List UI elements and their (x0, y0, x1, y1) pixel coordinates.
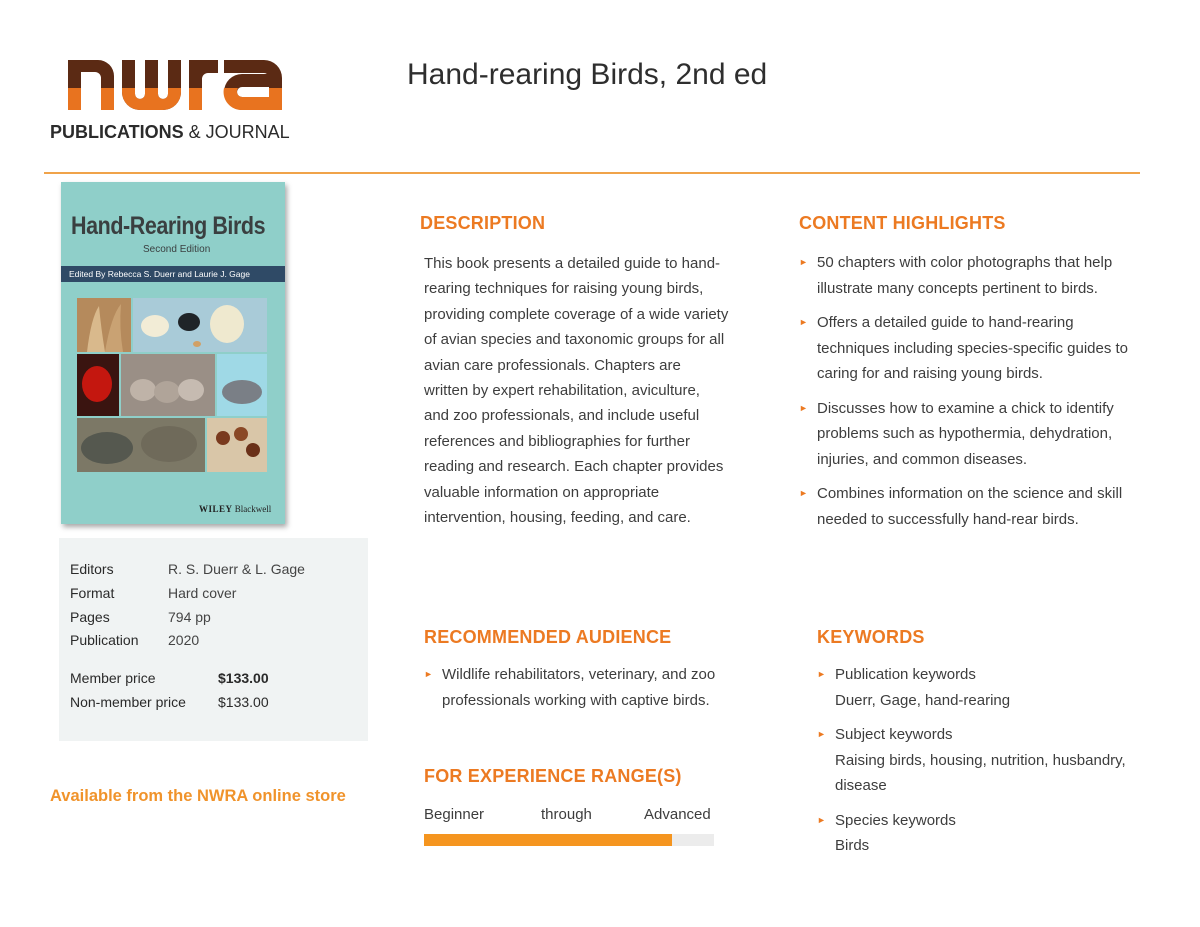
nwra-logo (68, 54, 282, 110)
audience-text: Wildlife rehabilitators, veterinary, and zoo professionals working with captive birds. (442, 666, 716, 709)
experience-start-label: Beginner (424, 806, 485, 823)
nonmember-price-label: Non-member price (70, 694, 186, 710)
header-divider (44, 172, 1140, 174)
cover-edition: Second Edition (143, 244, 211, 255)
list-item (799, 250, 1144, 301)
bullet-arrow-icon: ► (799, 488, 808, 498)
details-label-pages: Pages (70, 609, 110, 625)
details-value-format: Hard cover (168, 585, 237, 601)
member-price-label: Member price (70, 670, 156, 686)
member-price-value: $133.00 (218, 670, 269, 686)
list-item (424, 662, 724, 713)
highlights-heading: CONTENT HIGHLIGHTS (799, 213, 1006, 233)
highlight-text: Offers a detailed guide to hand-rearing techniques including species-specific guides to caring for and raising young birds. (817, 314, 1129, 382)
keyword-group-value: Birds (835, 837, 870, 854)
bullet-arrow-icon: ► (799, 402, 808, 413)
highlights-list (799, 250, 1144, 541)
experience-middle-label: through (541, 806, 592, 823)
details-value-publication: 2020 (168, 632, 200, 648)
list-item (799, 396, 1144, 473)
experience-range-fill (424, 834, 672, 846)
cover-publisher-bold: WILEY (199, 504, 233, 514)
bullet-arrow-icon: ► (817, 814, 826, 825)
book-cover-image (61, 182, 285, 524)
list-item (817, 662, 1147, 713)
logo-subtitle-bold: PUBLICATIONS (50, 122, 184, 142)
audience-heading: RECOMMENDED AUDIENCE (424, 627, 672, 647)
online-store-link[interactable]: Available from the NWRA online store (50, 787, 346, 805)
keyword-group-value: Duerr, Gage, hand-rearing (835, 691, 1011, 709)
bullet-arrow-icon: ► (817, 729, 826, 739)
bullet-arrow-icon: ► (424, 669, 433, 679)
cover-publisher-rest: Blackwell (232, 504, 272, 514)
page-title: Hand-rearing Birds, 2nd ed (407, 58, 768, 91)
cover-title: Hand-Rearing Birds (71, 212, 266, 240)
details-label-format: Format (70, 585, 115, 601)
details-label-editors: Editors (70, 561, 114, 577)
bullet-arrow-icon: ► (799, 257, 808, 267)
highlight-text: 50 chapters with color photographs that help illustrate many concepts pertinent to birds. (817, 254, 1113, 297)
details-value-editors: R. S. Duerr & L. Gage (168, 561, 305, 577)
list-item (817, 722, 1147, 799)
cover-photo-collage (77, 298, 267, 472)
keyword-group-value: Raising birds, housing, nutrition, husbandry, disease (835, 751, 1126, 794)
keywords-list (817, 662, 1147, 868)
bullet-arrow-icon: ► (817, 669, 826, 679)
audience-list (424, 662, 724, 722)
keyword-group-label: Subject keywords (835, 726, 953, 743)
details-label-publication: Publication (70, 632, 139, 648)
cover-editors-band: Edited By Rebecca S. Duerr and Laurie J. Gage (61, 266, 285, 282)
logo-subtitle (50, 122, 290, 143)
experience-heading: FOR EXPERIENCE RANGE(S) (424, 766, 682, 786)
keywords-heading: KEYWORDS (817, 627, 925, 647)
bullet-arrow-icon: ► (799, 317, 808, 327)
highlight-text: Discusses how to examine a chick to identify problems such as hypothermia, dehydration, injuries, and common diseases. (817, 399, 1114, 468)
keyword-group-label: Publication keywords (835, 666, 976, 683)
keyword-group-label: Species keywords (835, 811, 956, 829)
cover-publisher (199, 504, 271, 514)
highlight-text: Combines information on the science and skill needed to successfully hand-rear birds. (817, 485, 1123, 528)
details-value-pages: 794 pp (168, 609, 211, 625)
logo-subtitle-rest: & JOURNAL (183, 122, 290, 142)
list-item (799, 310, 1144, 387)
nonmember-price-value: $133.00 (218, 694, 269, 710)
list-item (799, 481, 1144, 532)
description-heading: DESCRIPTION (420, 213, 546, 233)
description-text: This book presents a detailed guide to hand-rearing techniques for raising young birds, providing complete coverage of a wide variety of avian species and taxonomic groups for all avian care professionals. Chapters are written by expert rehabilitation, aviculture, and zoo professionals, and include useful references and bibliographies for further reading and research. Each chapter provides valuable information on appropriate intervention, housing, feeding, and care. (424, 255, 729, 527)
list-item (817, 808, 1147, 859)
experience-end-label: Advanced (644, 806, 711, 823)
